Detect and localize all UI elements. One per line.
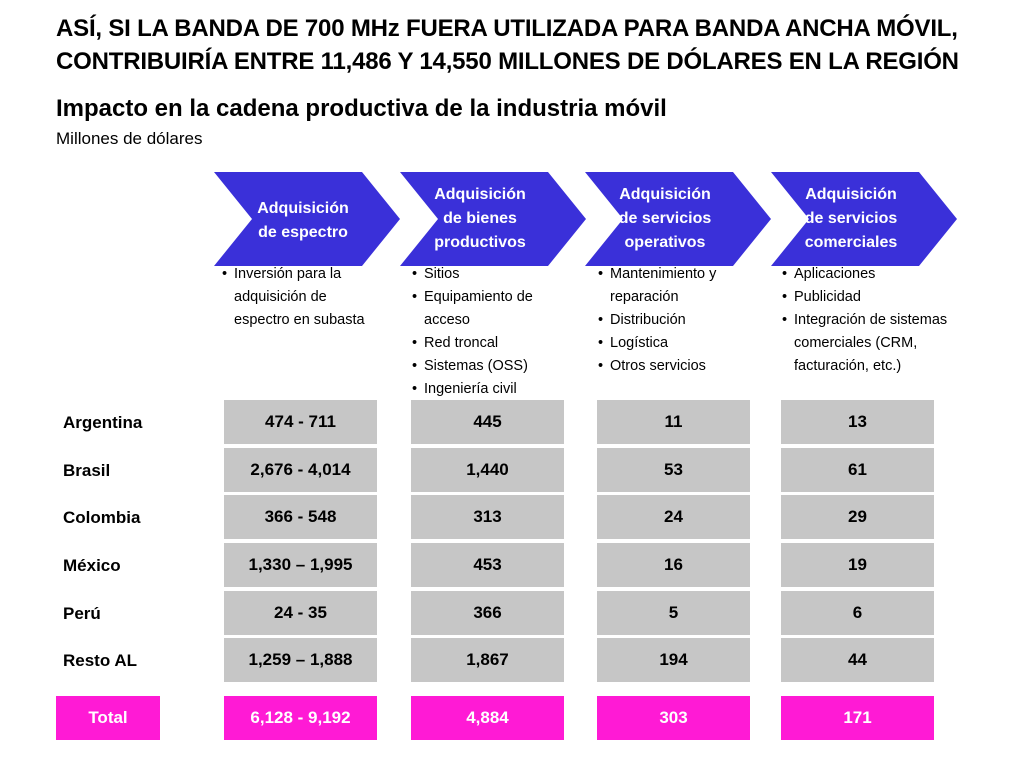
value-cell: 194	[597, 638, 750, 682]
bullet-item: • Distribución	[598, 309, 748, 332]
total-cell: 4,884	[411, 696, 564, 740]
bullet-item: • Aplicaciones	[782, 263, 952, 286]
bullet-item: • Inversión para la adquisición de espectro en subasta	[222, 263, 372, 332]
total-label: Total	[56, 696, 160, 740]
stage-label: Adquisición de servicios comerciales	[804, 186, 898, 251]
bullet-item: • Equipamiento de acceso	[412, 286, 562, 332]
total-cell: 171	[781, 696, 934, 740]
stage-arrow-comerciales	[771, 172, 957, 266]
stage-label: Adquisición de bienes productivos	[434, 186, 526, 251]
value-cell: 24 - 35	[224, 591, 377, 635]
value-cell: 2,676 - 4,014	[224, 448, 377, 492]
value-cell: 29	[781, 495, 934, 539]
stage-label: Adquisición de espectro	[257, 200, 349, 241]
value-cell: 16	[597, 543, 750, 587]
bullet-item: • Publicidad	[782, 286, 952, 309]
value-cell: 453	[411, 543, 564, 587]
value-cell: 61	[781, 448, 934, 492]
stage-arrow-espectro	[214, 172, 400, 266]
value-cell: 24	[597, 495, 750, 539]
bullet-list-espectro	[222, 263, 372, 332]
value-cell: 366	[411, 591, 564, 635]
bullet-item: • Logística	[598, 332, 748, 355]
bullet-item: • Integración de sistemas comerciales (CRM, facturación, etc.)	[782, 309, 952, 378]
value-cell: 5	[597, 591, 750, 635]
country-label: Resto AL	[63, 651, 137, 670]
country-label: Perú	[63, 604, 101, 623]
bullet-item: • Mantenimiento y reparación	[598, 263, 748, 309]
value-cell: 313	[411, 495, 564, 539]
stage-arrow-bienes	[400, 172, 586, 266]
bullet-item: • Sistemas (OSS)	[412, 355, 562, 378]
total-cell: 303	[597, 696, 750, 740]
bullet-list-operativos	[598, 263, 748, 378]
value-cell: 19	[781, 543, 934, 587]
country-label: Argentina	[63, 413, 143, 432]
value-cell: 366 - 548	[224, 495, 377, 539]
value-cell: 1,259 – 1,888	[224, 638, 377, 682]
bullet-item: • Ingeniería civil	[412, 378, 562, 401]
value-cell: 44	[781, 638, 934, 682]
value-cell: 13	[781, 400, 934, 444]
page-title: Impacto en la cadena productiva de la industria móvil	[56, 95, 667, 122]
stage-arrow-operativos	[585, 172, 771, 266]
country-label: México	[63, 556, 121, 575]
bullet-list-bienes	[412, 263, 562, 401]
unit-label: Millones de dólares	[56, 129, 203, 148]
value-cell: 6	[781, 591, 934, 635]
headline: ASÍ, SI LA BANDA DE 700 MHz FUERA UTILIZADA PARA BANDA ANCHA MÓVIL, CONTRIBUIRÍA ENTRE 11,486 Y 14,550 MILLONES DE DÓLARES EN LA REGIÓN	[56, 15, 959, 75]
country-label: Brasil	[63, 461, 111, 480]
value-cell: 53	[597, 448, 750, 492]
value-cell: 1,440	[411, 448, 564, 492]
value-cell: 445	[411, 400, 564, 444]
bullet-item: • Red troncal	[412, 332, 562, 355]
value-cell: 474 - 711	[224, 400, 377, 444]
country-label: Colombia	[63, 508, 141, 527]
bullet-list-comerciales	[782, 263, 952, 378]
value-cell: 11	[597, 400, 750, 444]
value-cell: 1,330 – 1,995	[224, 543, 377, 587]
bullet-item: • Otros servicios	[598, 355, 748, 378]
total-cell: 6,128 - 9,192	[224, 696, 377, 740]
bullet-item: • Sitios	[412, 263, 562, 286]
value-cell: 1,867	[411, 638, 564, 682]
stage-label: Adquisición de servicios operativos	[618, 186, 712, 251]
